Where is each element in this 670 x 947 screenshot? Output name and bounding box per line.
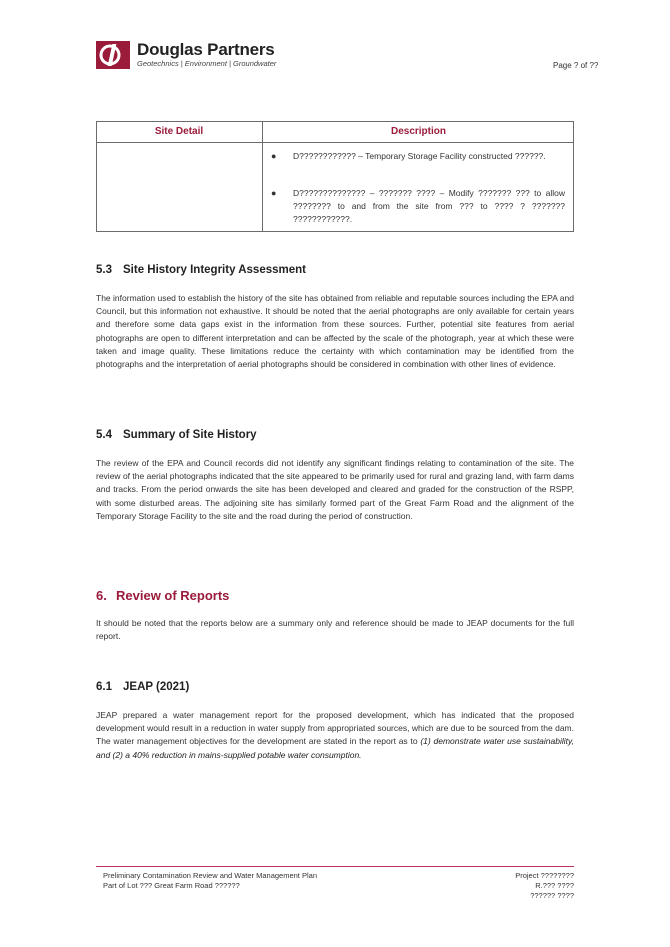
company-tagline: Geotechnics | Environment | Groundwater — [137, 59, 277, 68]
table-bullet-1: D???????????? – Temporary Storage Facility constructed ??????. — [293, 151, 546, 161]
table-bullet-2: D?????????????? – ??????? ???? – Modify ??????? ??? to allow ???????? to and from the site from ??? to ???? ? ??????? ????????????. — [293, 188, 565, 224]
bullet-icon: ● — [271, 188, 277, 198]
footer-left: Preliminary Contamination Review and Water Management Plan Part of Lot ??? Great Farm Road ?????? — [103, 871, 317, 890]
section-5-4-body: The review of the EPA and Council records did not identify any significant findings relating to contamination of the site. The review of the aerial photographs indicated that the site appeared to be primarily used for rural and grazing land, with farm dams and tracks. From the period onwards the site has been developed and cleared and graded for the construction of the RSPP, with some disturbed areas. The adjoining site has similarly formed part of the Great Farm Road and the alignment of the Temporary Storage Facility to the site and the road during the period of construction. — [96, 458, 574, 521]
footer-right: Project ???????? R.??? ???? ?????? ???? — [515, 871, 574, 900]
section-heading-6-1: 6.1 JEAP (2021) — [96, 681, 190, 693]
douglas-partners-logo-icon — [96, 41, 130, 69]
section-6-body: It should be noted that the reports below are a summary only and reference should be made to JEAP documents for the full report. — [96, 618, 574, 642]
section-5-3-body: The information used to establish the history of the site has obtained from reliable and reputable sources including the EPA and Council, but this information not exhaustive. It should be noted that the aerial photographs are only available for certain years and therefore some data gaps exist in the information from these sources. Further, potential site features from aerial photographs are open to different interpretation and can be affected by the scale of the photograph, year at which these were taken and image quality. These limitations reduce the certainty with which contamination may be identified from the photographs and the interpretation of aerial photographs should be considered in combination with other lines of evidence. — [96, 293, 574, 370]
footer-rule — [96, 866, 574, 867]
section-6-1-body: JEAP prepared a water management report for the proposed development, which has indicated that the proposed development would result in a reduction in water supply from appropriated sources, which are due to be sourced from the dam. The water management objectives for the development are stated in the report as to (1) demonstrate water use sustainability, and (2) a 40% reduction in mains-supplied potable water consumption. — [96, 710, 574, 760]
bullet-icon: ● — [271, 151, 277, 161]
section-heading-6: 6. Review of Reports — [96, 588, 230, 603]
table-header-description: Description — [390, 126, 446, 137]
table-header-site-detail: Site Detail — [154, 126, 204, 137]
page-number: Page ? of ?? — [553, 61, 599, 70]
section-heading-5-4: 5.4 Summary of Site History — [96, 429, 257, 441]
table-column-divider — [262, 121, 263, 232]
section-heading-5-3: 5.3 Site History Integrity Assessment — [96, 264, 306, 276]
company-name: Douglas Partners — [137, 40, 275, 59]
